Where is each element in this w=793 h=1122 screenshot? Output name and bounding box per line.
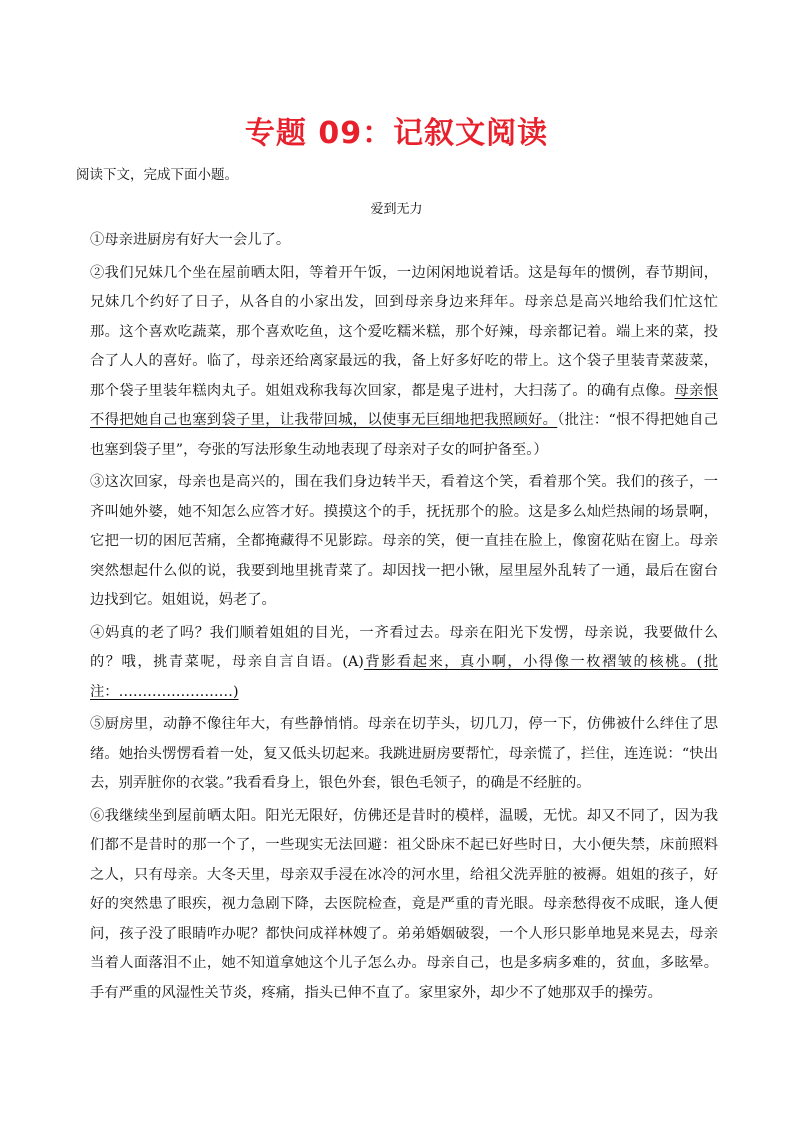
- paragraph-6: ⑥我继续坐到屋前晒太阳。阳光无限好，仿佛还是昔时的模样，温暖，无忧。却又不同了，因为我们都不是昔时的那一个了，一些现实无法回避：祖父卧床不起已好些时日，大小便失禁，床前照料之人，只有母亲。大冬天里，母亲双手浸在冰冷的河水里，给祖父洗弄脏的被褥。姐姐的孩子，好好的突然患了眼疾，视力急剧下降，去医院检查，竟是严重的青光眼。母亲愁得夜不成眠，逢人便问，孩子没了眼睛咋办呢？都快问成祥林嫂了。弟弟婚姻破裂，一个人形只影单地晃来晃去，母亲当着人面落泪不止，她不知道拿她这个儿子怎么办。母亲自己，也是多病多难的，贫血，多眩晕。手有严重的风湿性关节炎，疼痛，指头已伸不直了。家里家外，却少不了她那双手的操劳。: [90, 807, 718, 1001]
- underlined-sentence: 母亲恨不得把她自己也塞到袋子里，让我带回城，以使事无巨细地把我照顾好。: [90, 382, 719, 428]
- paragraph-5: ⑤厨房里，动静不像往年大，有些静悄悄。母亲在切芋头，切几刀，停一下，仿佛被什么绊住了思绪。她抬头愣愣看着一处，复又低头切起来。我跳进厨房要帮忙，母亲慌了，拦住，连连说：“快出去，别弄脏你的衣裳。”我看看身上，银色外套，银色毛领子，的确是不经脏的。: [90, 716, 718, 791]
- paragraph-2: [90, 259, 718, 466]
- paragraph-1: ①母亲进厨房有好大一会儿了。: [90, 232, 291, 248]
- paragraph-4: [90, 619, 718, 708]
- annotation-blank: (批注：……………………): [90, 654, 719, 700]
- underlined-sentence-a: 背影看起来，真小啊，小得像一枚褶皱的核桃。: [363, 654, 697, 670]
- passage-body: [90, 226, 718, 1011]
- passage-title: 爱到无力: [370, 202, 423, 217]
- instruction-text: 阅读下文，完成下面小题。: [76, 167, 238, 183]
- paragraph-3: ③这次回家，母亲也是高兴的，围在我们身边转半天，看着这个笑，看着那个笑。我们的孩子，一齐叫她外婆，她不知怎么应答才好。摸摸这个的手，抚抚那个的脸。这是多么灿烂热闹的场景啊，它把一切的困厄苦痛，全都掩藏得不见影踪。母亲的笑，便一直挂在脸上，像窗花贴在窗上。母亲突然想起什么似的说，我要到地里挑青菜了。却因找一把小锹，屋里屋外乱转了一通，最后在窗台边找到它。姐姐说，妈老了。: [90, 474, 718, 608]
- paragraph-2-text: ②我们兄妹几个坐在屋前晒太阳，等着开午饭，一边闲闲地说着话。这是每年的惯例，春节期间，兄妹几个约好了日子，从各自的小家出发，回到母亲身边来拜年。母亲总是高兴地给我们忙这忙那。这个喜欢吃蔬菜，那个喜欢吃鱼，这个爱吃糯米糕，那个好辣，母亲都记着。端上来的菜，投合了人人的喜好。临了，母亲还给离家最远的我，备上好多好吃的带上。这个袋子里装青菜菠菜，那个袋子里装年糕肉丸子。姐姐戏称我每次回家，都是鬼子进村，大扫荡了。的确有点像。: [90, 264, 718, 399]
- document-title: 专题 09：记叙文阅读: [244, 116, 549, 151]
- annotation-note: （批注：“恨不得把她自己也塞到袋子里”，夸张的写法形象生动地表现了母亲对子女的呵护备至。）: [90, 412, 718, 458]
- paragraph-4-text: ④妈真的老了吗？我们顺着姐姐的目光，一齐看过去。母亲在阳光下发愣，母亲说，我要做什么的？哦，挑青菜呢，母亲自言自语。(A): [90, 624, 718, 670]
